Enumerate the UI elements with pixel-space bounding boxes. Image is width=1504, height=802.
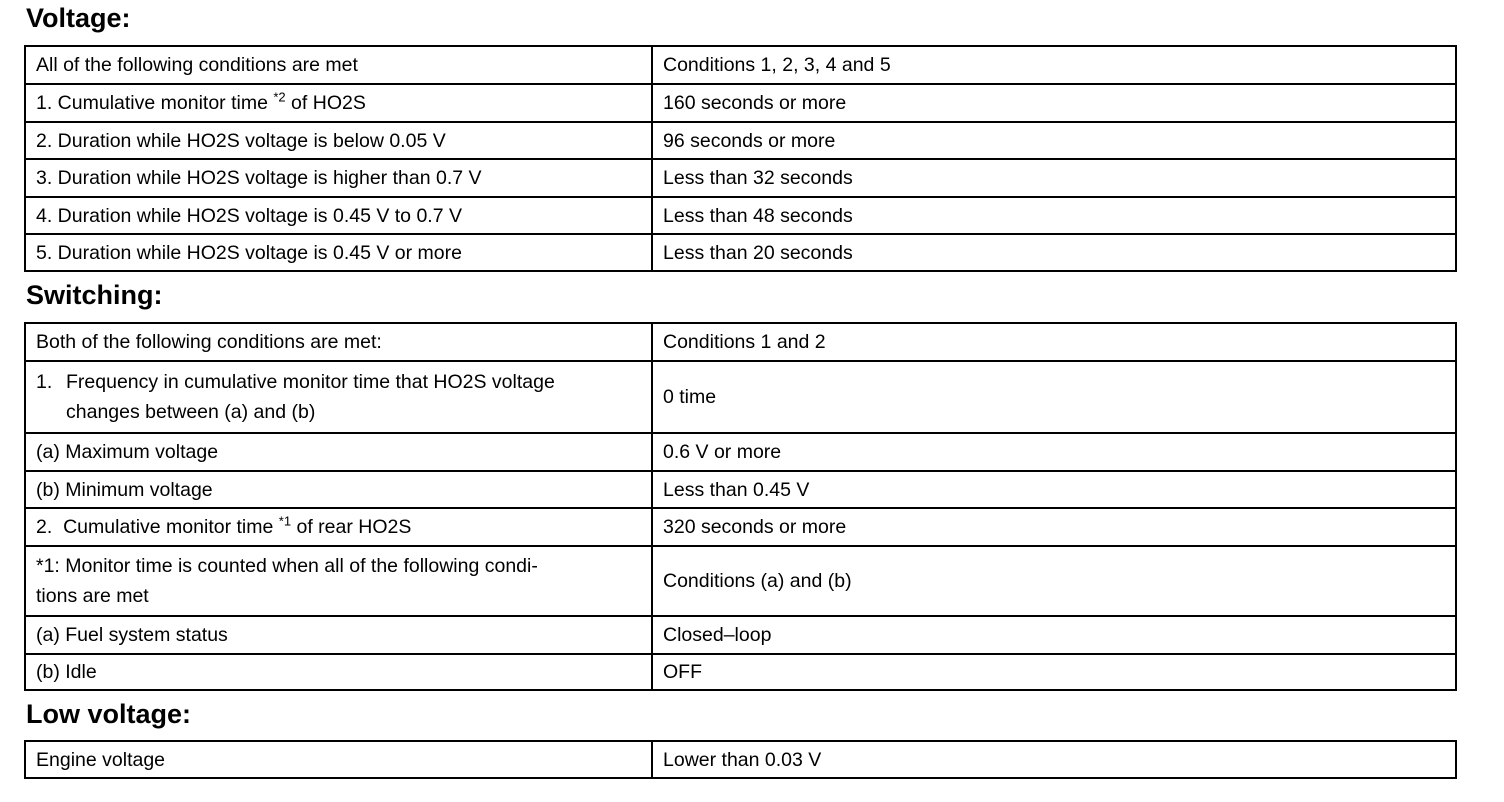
table-row bbox=[25, 361, 1456, 433]
condition-cell bbox=[25, 508, 652, 546]
table-row bbox=[25, 433, 1456, 471]
switching-heading: Switching: bbox=[26, 280, 163, 310]
table-row bbox=[25, 546, 1456, 616]
table-row bbox=[25, 471, 1456, 508]
low-voltage-table bbox=[24, 740, 1457, 779]
condition-cell: (a) Fuel system status bbox=[25, 616, 652, 654]
value-cell: OFF bbox=[652, 654, 1456, 690]
condition-text-after: of HO2S bbox=[285, 92, 366, 114]
value-cell: 0.6 V or more bbox=[652, 433, 1456, 471]
table-row bbox=[25, 508, 1456, 546]
table-row bbox=[25, 654, 1456, 690]
condition-text-after: of rear HO2S bbox=[291, 516, 412, 538]
condition-cell: Engine voltage bbox=[25, 741, 652, 778]
condition-cell: 2. Duration while HO2S voltage is below 0.05 V bbox=[25, 122, 652, 159]
condition-cell bbox=[25, 84, 652, 122]
low-voltage-heading: Low voltage: bbox=[26, 699, 192, 729]
condition-cell: (a) Maximum voltage bbox=[25, 433, 652, 471]
switching-table bbox=[24, 322, 1457, 691]
value-cell: Closed–loop bbox=[652, 616, 1456, 654]
value-cell: Conditions (a) and (b) bbox=[652, 546, 1456, 616]
condition-cell: 3. Duration while HO2S voltage is higher than 0.7 V bbox=[25, 159, 652, 197]
value-cell: Less than 20 seconds bbox=[652, 234, 1456, 271]
condition-cell: 4. Duration while HO2S voltage is 0.45 V to 0.7 V bbox=[25, 197, 652, 234]
value-cell: Less than 48 seconds bbox=[652, 197, 1456, 234]
condition-cell: (b) Idle bbox=[25, 654, 652, 690]
condition-cell bbox=[25, 361, 652, 433]
footnote-ref: *2 bbox=[273, 89, 286, 105]
condition-line-2: changes between (a) and (b) bbox=[66, 401, 316, 423]
condition-cell: All of the following conditions are met bbox=[25, 46, 652, 84]
value-cell: Less than 32 seconds bbox=[652, 159, 1456, 197]
condition-text: 2. Cumulative monitor time bbox=[36, 516, 279, 538]
value-cell: 160 seconds or more bbox=[652, 84, 1456, 122]
value-cell: 320 seconds or more bbox=[652, 508, 1456, 546]
footnote-ref: *1 bbox=[278, 513, 292, 529]
condition-line-1: Frequency in cumulative monitor time that HO2S voltage bbox=[66, 371, 555, 393]
value-cell: 96 seconds or more bbox=[652, 122, 1456, 159]
condition-text: 1. Cumulative monitor time bbox=[36, 92, 274, 114]
condition-cell: Both of the following conditions are met: bbox=[25, 323, 652, 361]
table-row bbox=[25, 46, 1456, 84]
footnote-line-1: *1: Monitor time is counted when all of the following condi- bbox=[36, 555, 538, 577]
table-row bbox=[25, 122, 1456, 159]
item-number: 1. bbox=[36, 371, 53, 393]
value-cell: Conditions 1 and 2 bbox=[652, 323, 1456, 361]
footnote-line-2: tions are met bbox=[36, 585, 149, 607]
table-row bbox=[25, 323, 1456, 361]
condition-cell: (b) Minimum voltage bbox=[25, 471, 652, 508]
condition-cell bbox=[25, 546, 652, 616]
table-row bbox=[25, 741, 1456, 778]
condition-cell: 5. Duration while HO2S voltage is 0.45 V or more bbox=[25, 234, 652, 271]
value-cell: 0 time bbox=[652, 361, 1456, 433]
table-row bbox=[25, 159, 1456, 197]
value-cell: Conditions 1, 2, 3, 4 and 5 bbox=[652, 46, 1456, 84]
value-cell: Lower than 0.03 V bbox=[652, 741, 1456, 778]
voltage-table bbox=[24, 45, 1457, 272]
voltage-heading: Voltage: bbox=[26, 3, 131, 33]
table-row bbox=[25, 197, 1456, 234]
value-cell: Less than 0.45 V bbox=[652, 471, 1456, 508]
table-row bbox=[25, 234, 1456, 271]
table-row bbox=[25, 616, 1456, 654]
table-row bbox=[25, 84, 1456, 122]
